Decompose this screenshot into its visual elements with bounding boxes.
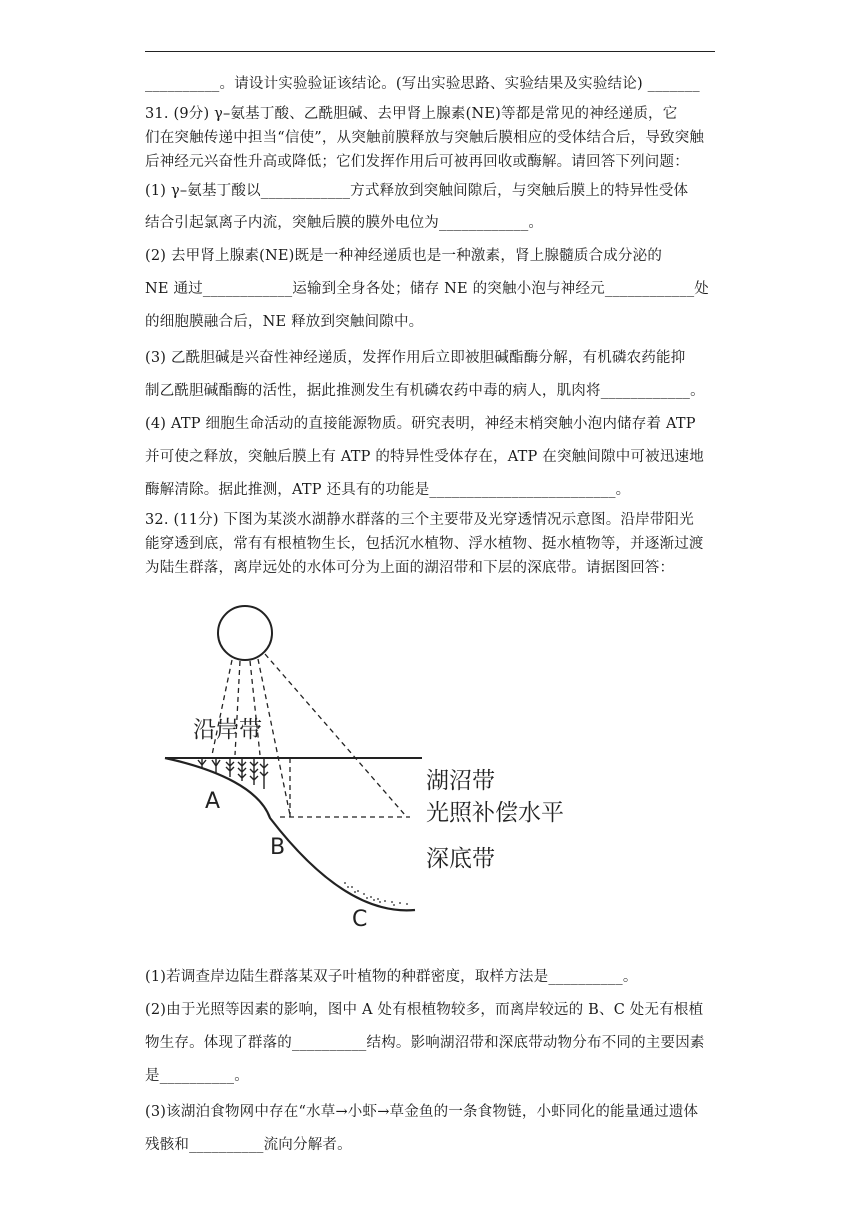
- top-rule: [145, 51, 715, 52]
- label-C: C: [352, 907, 368, 932]
- text-line: (1) γ–氨基丁酸以____________方式释放到突触间隙后，与突触后膜上的特异性受体: [145, 183, 689, 199]
- sediment: [344, 882, 408, 906]
- text-line: 32. (11分) 下图为某淡水湖静水群落的三个主要带及光穿透情况示意图。沿岸带阳光: [145, 512, 694, 528]
- question-line: 是__________。: [145, 1068, 249, 1084]
- text-line: (3) 乙酰胆碱是兴奋性神经递质，发挥作用后立即被胆碱酯酶分解，有机磷农药能抑: [145, 350, 686, 366]
- text-line: (2) 去甲肾上腺素(NE)既是一种神经递质也是一种激素，肾上腺髓质合成分泌的: [145, 248, 663, 264]
- text-line: 为陆生群落，离岸远处的水体可分为上面的湖沼带和下层的深底带。请据图回答：: [145, 560, 675, 576]
- text-line: 的细胞膜融合后，NE 释放到突触间隙中。: [145, 314, 424, 330]
- label-profundal: 深底带: [426, 846, 495, 872]
- text-line: 制乙酰胆碱酯酶的活性，据此推测发生有机磷农药中毒的病人，肌肉将____________。: [145, 383, 705, 399]
- label-limnetic: 湖沼带: [426, 768, 495, 794]
- text-line: 后神经元兴奋性升高或降低；它们发挥作用后可被再回收或酶解。请回答下列问题：: [145, 154, 689, 170]
- sun-icon: [218, 606, 272, 660]
- text-line: 们在突触传递中担当“信使”，从突触前膜释放与突触后膜相应的受体结合后，导致突触: [145, 130, 705, 146]
- question-line: (3)该湖泊食物网中存在“水草→小虾→草金鱼的一条食物链，小虾同化的能量通过遗体: [145, 1104, 699, 1120]
- rooted-plants: [198, 759, 268, 789]
- question-line: (1)若调查岸边陆生群落某双子叶植物的种群密度，取样方法是__________。: [145, 969, 638, 985]
- lake-diagram: [160, 600, 590, 940]
- question-line: 物生存。体现了群落的__________结构。影响湖沼带和深底带动物分布不同的主要因素: [145, 1035, 705, 1051]
- text-line: __________。请设计实验验证该结论。(写出实验思路、实验结果及实验结论) _______: [145, 76, 700, 92]
- question-line: 残骸和__________流向分解者。: [145, 1137, 352, 1153]
- text-line: 结合引起氯离子内流，突触后膜的膜外电位为____________。: [145, 215, 544, 231]
- label-littoral: 沿岸带: [193, 717, 262, 743]
- text-line: 能穿透到底，常有有根植物生长，包括沉水植物、浮水植物、挺水植物等，并逐渐过渡: [145, 536, 704, 552]
- label-compensation: 光照补偿水平: [426, 800, 564, 826]
- label-A: A: [205, 789, 221, 814]
- label-B: B: [270, 835, 286, 860]
- text-line: 31. (9分) γ–氨基丁酸、乙酰胆碱、去甲肾上腺素(NE)等都是常见的神经递质，它: [145, 106, 678, 122]
- text-line: (4) ATP 细胞生命活动的直接能源物质。研究表明，神经末梢突触小泡内储存着 ATP: [145, 416, 696, 432]
- text-line: 酶解清除。据此推测，ATP 还具有的功能是_________________________。: [145, 482, 631, 498]
- text-line: 并可使之释放，突触后膜上有 ATP 的特异性受体存在，ATP 在突触间隙中可被迅速地: [145, 449, 704, 465]
- text-line: NE 通过____________运输到全身各处；储存 NE 的突触小泡与神经元____________处: [145, 281, 709, 297]
- question-line: (2)由于光照等因素的影响，图中 A 处有根植物较多，而离岸较远的 B、C 处无有根植: [145, 1002, 704, 1018]
